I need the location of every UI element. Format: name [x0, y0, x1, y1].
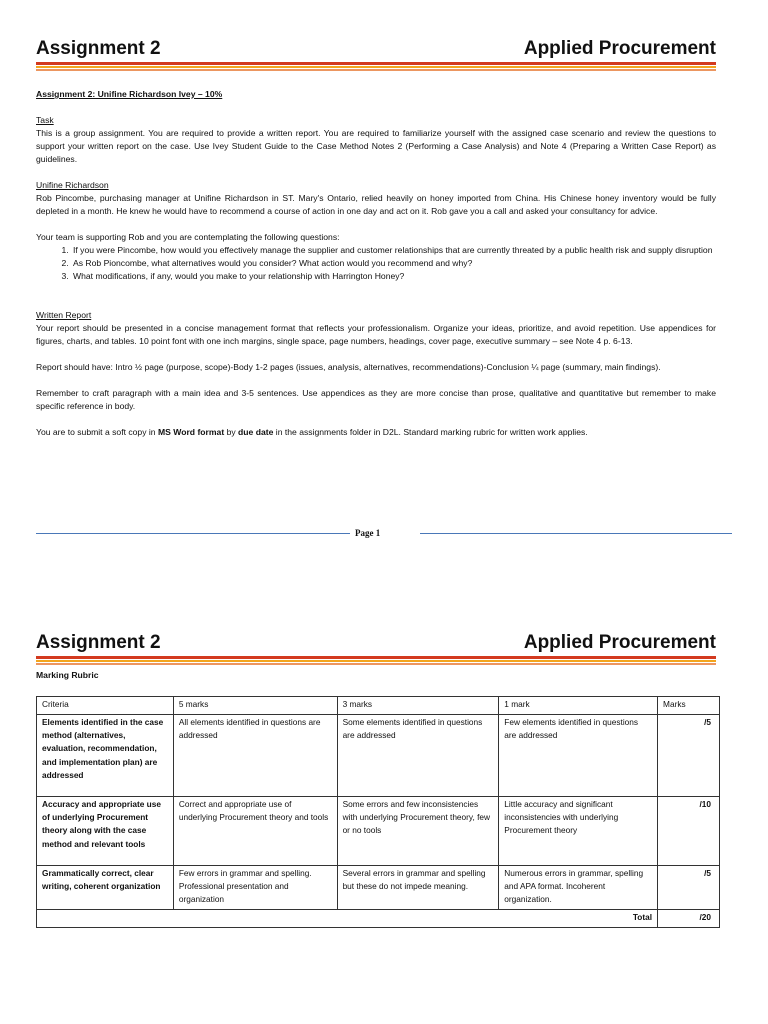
- five-marks-cell: Correct and appropriate use of underlying Procurement theory and tools: [173, 797, 337, 866]
- marks-cell: /5: [658, 715, 720, 797]
- task-heading: Task: [36, 115, 54, 125]
- col-header-5-marks: 5 marks: [173, 697, 337, 715]
- question-item: 3. What modifications, if any, would you make to your relationship with Harrington Honey?: [71, 270, 716, 283]
- submit-text: You are to submit a soft copy in MS Word format by due date in the assignments folder in D2L. Standard marking rubric for written work applies.: [36, 427, 588, 437]
- submit-due: due date: [238, 427, 274, 437]
- col-header-marks: Marks: [658, 697, 720, 715]
- five-marks-cell: Few errors in grammar and spelling. Professional presentation and organization: [173, 866, 337, 910]
- report-structure: Report should have: Intro ½ page (purpose, scope)-Body 1-2 pages (issues, analysis, alternatives, recommendations)-Conclusion ¼ page (summary, main findings).: [36, 362, 661, 372]
- assignment-title: Assignment 2: Unifine Richardson Ivey – 10%: [36, 89, 223, 99]
- header-rule: [36, 656, 716, 668]
- total-row: [37, 909, 720, 927]
- header-title-right: Applied Procurement: [523, 38, 716, 59]
- header-title-left: Assignment 2: [36, 632, 161, 653]
- questions-list: [36, 244, 716, 283]
- three-marks-cell: Some elements identified in questions are addressed: [337, 715, 499, 797]
- task-text: This is a group assignment. You are required to provide a written report. You are required to familiarize yourself with the assigned case scenario and review the questions to support your written report on the case. Use Ivey Student Guide to the Case Method Notes 2 (Performing a Case Analysis) and Note 4 (Preparing a Written Case Report) as guidelines.: [36, 128, 716, 164]
- total-value: /20: [658, 909, 720, 927]
- col-header-criteria: Criteria: [37, 697, 174, 715]
- marks-cell: /5: [658, 866, 720, 910]
- col-header-3-marks: 3 marks: [337, 697, 499, 715]
- col-header-1-mark: 1 mark: [499, 697, 658, 715]
- footer-rule-left: [36, 533, 350, 534]
- page1-body: [36, 88, 716, 452]
- criteria-cell: Grammatically correct, clear writing, coherent organization: [37, 866, 174, 910]
- table-header-row: [37, 697, 720, 715]
- one-mark-cell: Numerous errors in grammar, spelling and APA format. Incoherent organization.: [499, 866, 658, 910]
- criteria-cell: Elements identified in the case method (alternatives, evaluation, recommendation, and implementation plan) are addressed: [37, 715, 174, 797]
- team-intro: Your team is supporting Rob and you are contemplating the following questions:: [36, 232, 340, 242]
- five-marks-cell: All elements identified in questions are addressed: [173, 715, 337, 797]
- case-heading: Unifine Richardson: [36, 180, 109, 190]
- three-marks-cell: Several errors in grammar and spelling but these do not impede meaning.: [337, 866, 499, 910]
- reminder-text: Remember to craft paragraph with a main idea and 3-5 sentences. Use appendices as they are more concise than prose, qualitative and quantitative but remember to make specific reference in body.: [36, 388, 716, 411]
- report-heading: Written Report: [36, 310, 92, 320]
- total-label: Total: [37, 909, 658, 927]
- footer-rule-right: [420, 533, 732, 534]
- table-row: [37, 797, 720, 866]
- header-title-right: Applied Procurement: [523, 632, 716, 653]
- report-text: Your report should be presented in a concise management format that reflects your professionalism. Organize your ideas, prioritize, and avoid repetition. Use appendices for figures, charts, and tables. 10 point font with one inch margins, single space, page numbers, headings, cover page, executive summary – see Note 4 p. 6-13.: [36, 323, 716, 346]
- marks-cell: /10: [658, 797, 720, 866]
- submit-format: MS Word format: [157, 427, 225, 437]
- question-item: 1. If you were Pincombe, how would you effectively manage the supplier and customer relationships that are currently threated by a public health risk and supply disruption: [71, 244, 716, 257]
- case-text: Rob Pincombe, purchasing manager at Unifine Richardson in ST. Mary's Ontario, relied heavily on honey imported from China. His Chinese honey inventory would be fully depleted in a month. He knew he would have to recommend a course of action in one day and act on it. Rob gave you a call and asked your consultancy for advice.: [36, 193, 716, 216]
- criteria-cell: Accuracy and appropriate use of underlying Procurement theory along with the case method and relevant tools: [37, 797, 174, 866]
- header-title-left: Assignment 2: [36, 38, 161, 59]
- one-mark-cell: Few elements identified in questions are addressed: [499, 715, 658, 797]
- question-item: 2. As Rob Pioncombe, what alternatives would you consider? What action would you recommend and why?: [71, 257, 716, 270]
- one-mark-cell: Little accuracy and significant inconsistencies with underlying Procurement theory: [499, 797, 658, 866]
- marking-rubric-table: [36, 696, 720, 928]
- header-rule: [36, 62, 716, 74]
- rubric-title: Marking Rubric: [36, 670, 99, 680]
- page-number: Page 1: [355, 528, 381, 538]
- table-row: [37, 866, 720, 910]
- table-row: [37, 715, 720, 797]
- three-marks-cell: Some errors and few inconsistencies with underlying Procurement theory, few or no tools: [337, 797, 499, 866]
